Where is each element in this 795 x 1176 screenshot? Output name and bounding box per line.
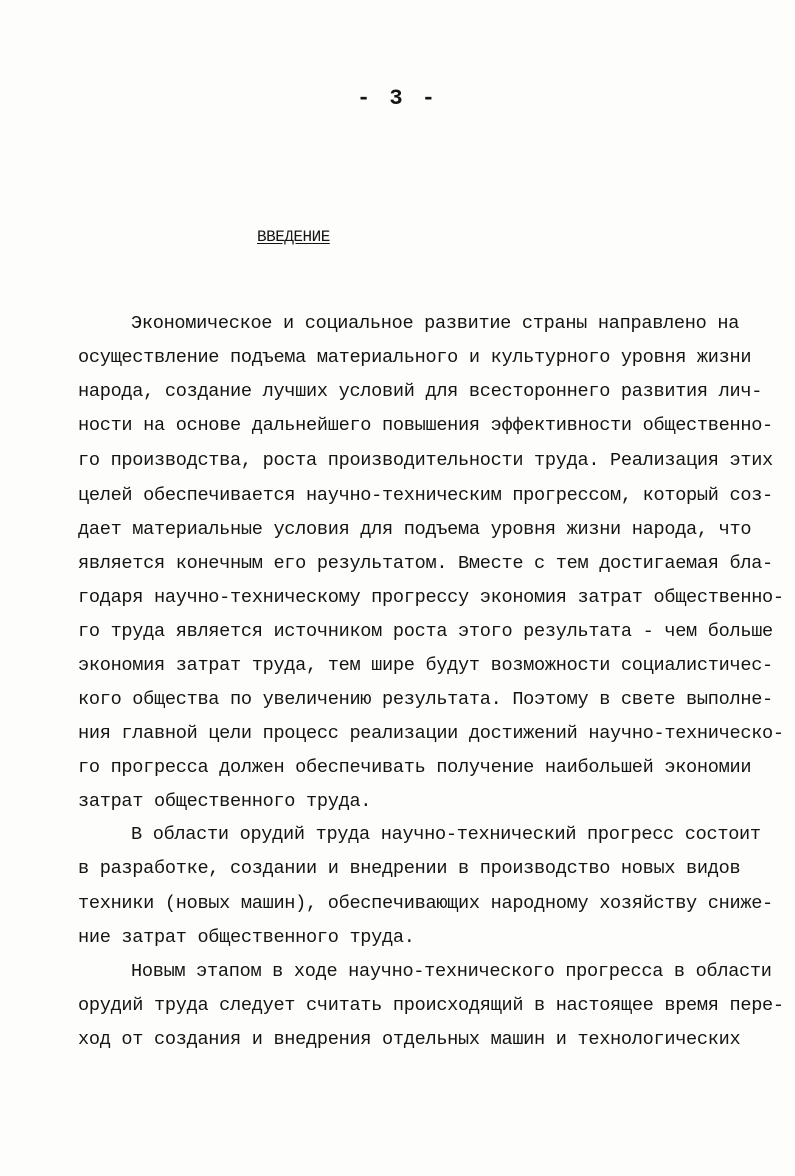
text-line: кого общества по увеличению результата. Поэтому в свете выполне- xyxy=(78,689,773,710)
page-number: - 3 - xyxy=(356,86,438,111)
text-line: народа, создание лучших условий для всестороннего развития лич- xyxy=(78,381,763,402)
text-line: дает материальные условия для подъема уровня жизни народа, что xyxy=(78,519,752,540)
text-line: техники (новых машин), обеспечивающих народному хозяйству сниже- xyxy=(78,893,773,914)
text-line: Экономическое и социальное развитие страны направлено на xyxy=(131,313,740,334)
text-line: осуществление подъема материального и культурного уровня жизни xyxy=(78,347,752,368)
text-line: является конечным его результатом. Вместе с тем достигаемая бла- xyxy=(78,553,773,574)
text-line: годаря научно-техническому прогрессу экономия затрат общественно- xyxy=(78,587,784,608)
text-line: В области орудий труда научно-технический прогресс состоит xyxy=(131,824,761,845)
text-line: ход от создания и внедрения отдельных машин и технологических xyxy=(78,1029,741,1050)
text-line: орудий труда следует считать происходящий в настоящее время пере- xyxy=(78,995,784,1016)
text-line: ности на основе дальнейшего повышения эффективности общественно- xyxy=(78,415,773,436)
text-line: затрат общественного труда. xyxy=(78,791,372,812)
section-heading: ВВЕДЕНИЕ xyxy=(257,228,330,246)
text-line: в разработке, создании и внедрении в производство новых видов xyxy=(78,858,741,879)
text-line: целей обеспечивается научно-техническим прогрессом, который соз- xyxy=(78,485,773,506)
text-line: го прогресса должен обеспечивать получение наибольшей экономии xyxy=(78,757,752,778)
text-line: ние затрат общественного труда. xyxy=(78,927,415,948)
text-line: Новым этапом в ходе научно-технического прогресса в области xyxy=(131,961,772,982)
text-line: го труда является источником роста этого результата - чем больше xyxy=(78,621,773,642)
text-line: ния главной цели процесс реализации достижений научно-техническо- xyxy=(78,723,784,744)
text-line: экономия затрат труда, тем шире будут возможности социалистичес- xyxy=(78,655,773,676)
text-line: го производства, роста производительности труда. Реализация этих xyxy=(78,450,773,471)
